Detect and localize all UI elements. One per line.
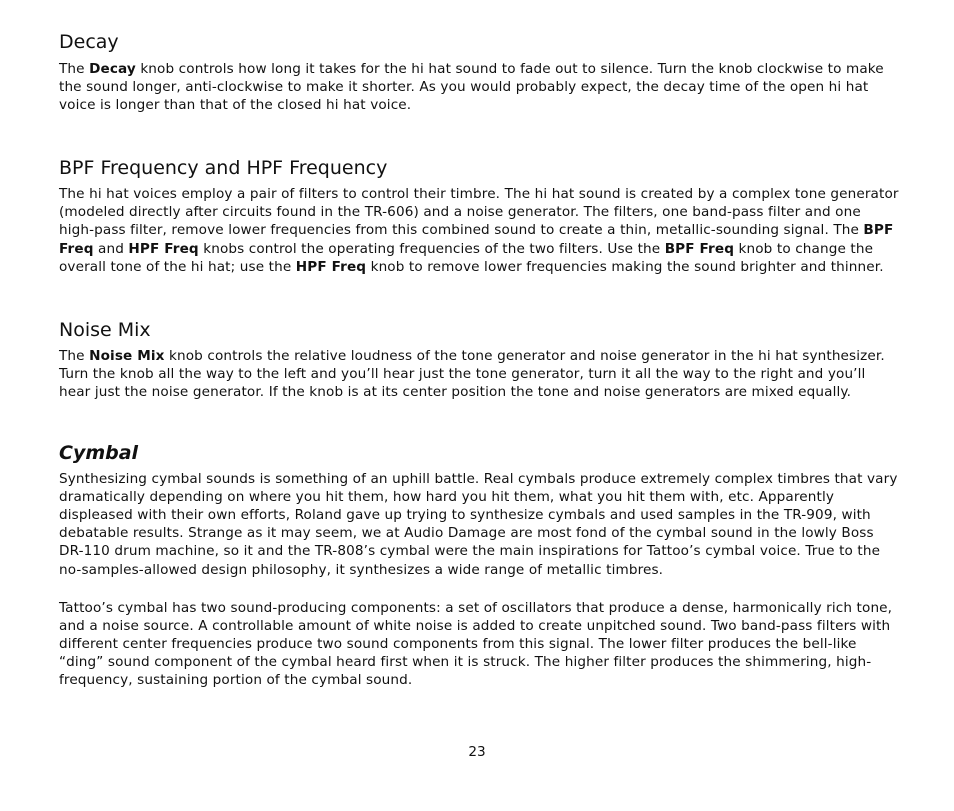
decay-paragraph: [59, 60, 899, 114]
hpf-freq-label: HPF Freq: [128, 240, 199, 257]
document-page: [59, 30, 899, 689]
bpf-freq-label: BPF Freq: [59, 222, 894, 257]
noise-mix-heading: Noise Mix: [59, 318, 151, 341]
bpf-hpf-paragraph: [59, 185, 899, 275]
page-number: 23: [468, 744, 486, 760]
text-run: knob controls how long it takes for the hi hat sound to fade out to silence. Turn the knob clockwise to make the sound longer, anti-clockwise to make it shorter. As you would probably expect, the decay time of the open hi hat voice is longer than that of the closed hi hat voice.: [59, 61, 884, 114]
text-run: The: [59, 347, 90, 364]
decay-knob-label: Decay: [89, 61, 136, 77]
noise-mix-label: Noise Mix: [89, 347, 165, 364]
hpf-freq-label: HPF Freq: [295, 258, 367, 275]
text-run: and: [93, 240, 129, 257]
noise-mix-paragraph: [59, 347, 899, 401]
text-run: The: [59, 61, 90, 77]
cymbal-paragraph-2: Tattoo’s cymbal has two sound-producing components: a set of oscillators that produce a dense, harmonically rich tone, and a noise source. A controllable amount of white noise is added to create unpitched sound. Two band-pass filters with different center frequencies produce two sound components from this signal. The lower filter produces the bell-like “ding” sound component of the cymbal heard first when it is struck. The higher filter produces the shimmering, high-frequency, sustaining portion of the cymbal sound.: [59, 599, 893, 688]
text-run: knobs control the operating frequencies of the two filters. Use the: [198, 240, 665, 257]
cymbal-heading: Cymbal: [59, 442, 139, 465]
bpf-hpf-heading: BPF Frequency and HPF Frequency: [59, 157, 388, 180]
text-run: knob controls the relative loudness of the tone generator and noise generator in the hi hat synthesizer. Turn the knob all the way to the left and you’ll hear just the tone generator, turn it all the way to the right and you’ll hear just the noise generator. If the knob is at its center position the tone and noise generators are mixed equally.: [59, 347, 885, 400]
text-run: knob to remove lower frequencies making the sound brighter and thinner.: [366, 258, 884, 275]
decay-heading: Decay: [59, 31, 119, 53]
text-run: knob to change the overall tone of the hi hat; use the: [59, 240, 874, 275]
bpf-freq-label: BPF Freq: [664, 240, 735, 257]
cymbal-paragraph-1: Synthesizing cymbal sounds is something of an uphill battle. Real cymbals produce extremely complex timbres that vary dramatically depending on where you hit them, how hard you hit them, what you hit them with, etc. Apparently displeased with their own efforts, Roland gave up trying to synthesize cymbals and used samples in the TR-909, with debatable results. Strange as it may seem, we at Audio Damage are most fond of the cymbal sound in the lowly Boss DR-110 drum machine, so it and the TR-808’s cymbal were the main inspirations for Tattoo’s cymbal voice. True to the no-samples-allowed design philosophy, it synthesizes a wide range of metallic timbres.: [59, 471, 898, 578]
text-run: The hi hat voices employ a pair of filters to control their timbre. The hi hat sound is created by a complex tone generator (modeled directly after circuits found in the TR-606) and a noise generator. The filters, one band-pass filter and one high-pass filter, remove lower frequencies from this combined sound to create a thin, metallic-sounding signal. The: [59, 186, 899, 239]
